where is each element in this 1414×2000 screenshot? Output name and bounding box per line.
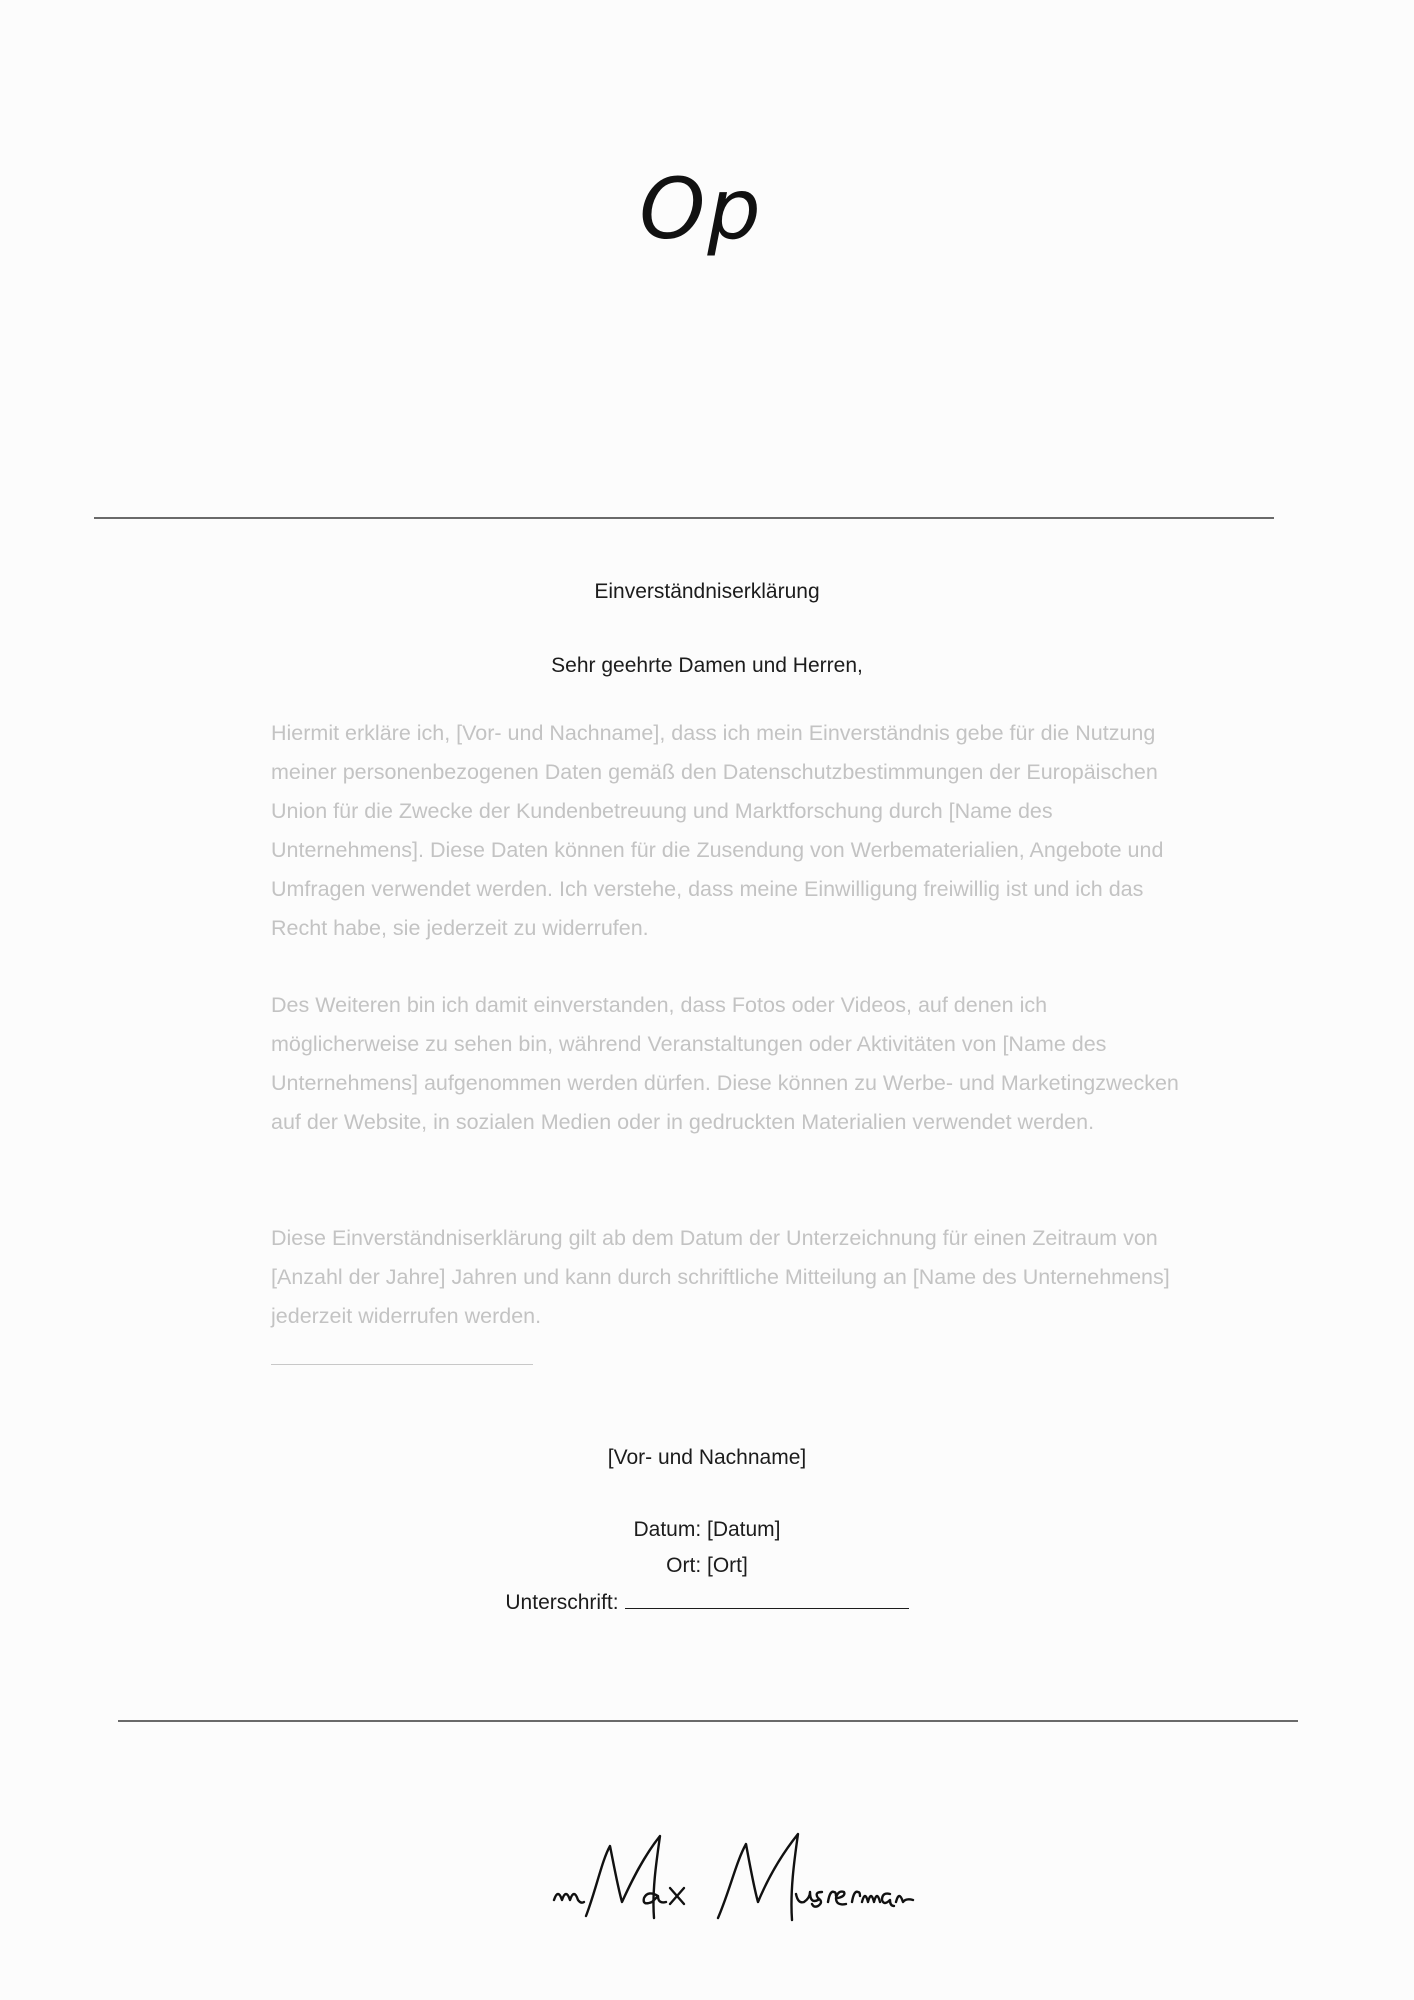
signature-label: Unterschrift:	[505, 1591, 619, 1614]
signature-line	[0, 1590, 1414, 1615]
paragraph-3: Diese Einverständniserklärung gilt ab dem Datum der Unterzeichnung für einen Zeitraum von [Anzahl der Jahre] Jahren und kann durch schriftliche Mitteilung an [Name des Unternehmens] jederzeit widerrufen werden.	[271, 1226, 1170, 1328]
salutation: Sehr geehrte Damen und Herren,	[551, 654, 863, 677]
top-divider	[94, 517, 1274, 519]
signature-blank	[625, 1590, 909, 1609]
signer-name: [Vor- und Nachname]	[607, 1446, 807, 1469]
logo: Op	[639, 160, 763, 258]
short-divider	[271, 1364, 533, 1365]
handwritten-signature	[540, 1830, 920, 1940]
date-line: Datum: [Datum]	[633, 1518, 781, 1541]
paragraph-1: Hiermit erkläre ich, [Vor- und Nachname], dass ich mein Einverständnis gebe für die Nutzung meiner personenbezogenen Daten gemäß den Datenschutzbestimmungen der Europäischen Union für die Zwecke der Kundenbetreuung und Marktforschung durch [Name des Unternehmens]. Diese Daten können für die Zusendung von Werbematerialien, Angebote und Umfragen verwendet werden. Ich verstehe, dass meine Einwilligung freiwillig ist und ich das Recht habe, sie jederzeit zu widerrufen.	[271, 721, 1164, 940]
document-title: Einverständniserklärung	[594, 580, 820, 603]
bottom-divider	[118, 1720, 1298, 1722]
place-line: Ort: [Ort]	[666, 1554, 748, 1577]
paragraph-2: Des Weiteren bin ich damit einverstanden, dass Fotos oder Videos, auf denen ich möglicherweise zu sehen bin, während Veranstaltungen oder Aktivitäten von [Name des Unternehmens] aufgenommen werden dürfen. Diese können zu Werbe- und Marketingzwecken auf der Website, in sozialen Medien oder in gedruckten Materialien verwendet werden.	[271, 993, 1179, 1134]
